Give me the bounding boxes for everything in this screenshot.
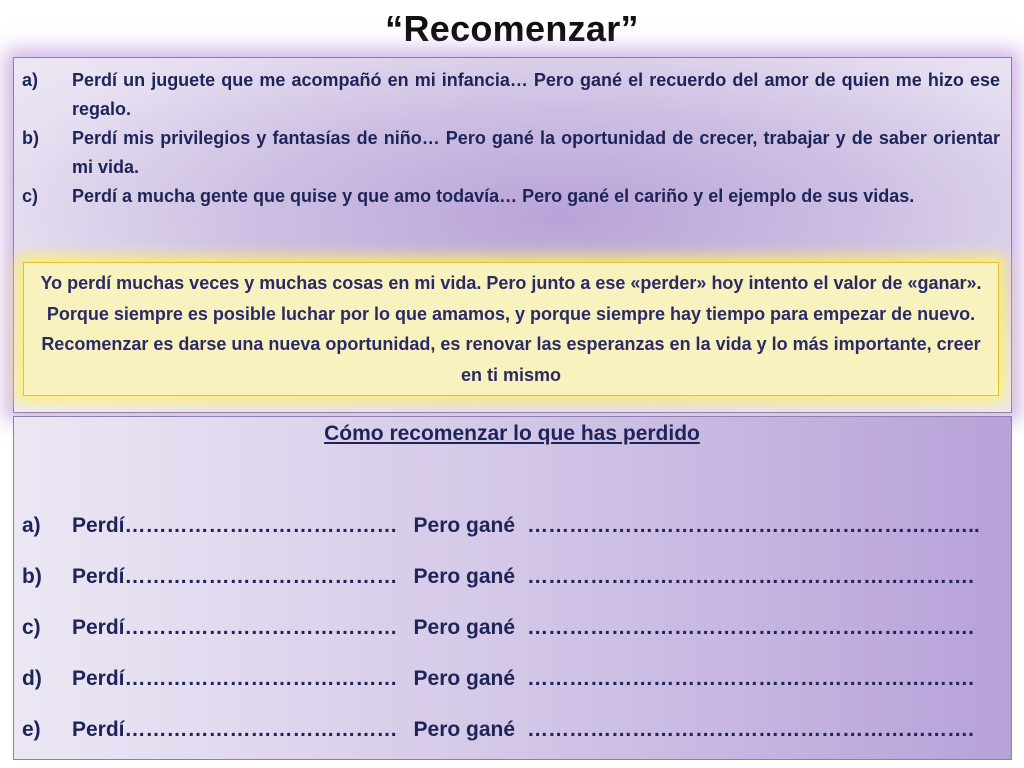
lost-blank: Perdí………………………………… <box>72 514 398 537</box>
list-item <box>22 66 1000 124</box>
list-marker: c) <box>22 186 39 206</box>
exercise-item <box>22 704 1007 755</box>
exercise-item <box>22 653 1007 704</box>
list-marker: a) <box>22 514 41 537</box>
won-blank: ………………………………………………………. <box>527 565 974 588</box>
list-item <box>22 124 1000 182</box>
won-label: Pero gané <box>413 616 516 639</box>
list-marker: d) <box>22 667 42 690</box>
highlight-box <box>23 262 999 396</box>
won-label: Pero gané <box>413 565 516 588</box>
exercise-item <box>22 551 1007 602</box>
exercise-item <box>22 500 1007 551</box>
slide-title: “Recomenzar” <box>385 8 639 49</box>
list-marker: a) <box>22 70 39 90</box>
list-marker: e) <box>22 718 41 741</box>
lost-blank: Perdí………………………………… <box>72 616 398 639</box>
lost-blank: Perdí………………………………… <box>72 718 398 741</box>
list-marker: c) <box>22 616 41 639</box>
won-label: Pero gané <box>413 718 516 741</box>
list-item-text: Perdí mis privilegios y fantasías de niño… Pero gané la oportunidad de crecer, trabajar y de saber orientar mi vida. <box>72 128 1000 177</box>
won-blank: ………………………………………………………. <box>527 667 974 690</box>
list-item-text: Perdí a mucha gente que quise y que amo todavía… Pero gané el cariño y el ejemplo de sus vidas. <box>72 186 915 206</box>
exercise-list <box>22 500 1007 755</box>
won-blank: ……………………………………………………….. <box>527 514 980 537</box>
loss-gain-list <box>22 66 1000 211</box>
lost-blank: Perdí………………………………… <box>72 565 398 588</box>
won-label: Pero gané <box>413 667 516 690</box>
list-marker: b) <box>22 565 42 588</box>
won-blank: ………………………………………………………. <box>527 616 974 639</box>
lost-blank: Perdí………………………………… <box>72 667 398 690</box>
list-marker: b) <box>22 128 39 148</box>
highlight-text: Yo perdí muchas veces y muchas cosas en mi vida. Pero junto a ese «perder» hoy intento el valor de «ganar». Porque siempre es posible luchar por lo que amamos, y porque siempre hay tiempo para empezar de nuevo. Recomenzar es darse una nueva oportunidad, es renovar las esperanzas en la vida y lo más importante, creer en ti mismo <box>40 273 982 385</box>
won-blank: ………………………………………………………. <box>527 718 974 741</box>
list-item-text: Perdí un juguete que me acompañó en mi infancia… Pero gané el recuerdo del amor de quien me hizo ese regalo. <box>72 70 1000 119</box>
section-subtitle: Cómo recomenzar lo que has perdido <box>324 422 700 445</box>
won-label: Pero gané <box>413 514 516 537</box>
exercise-item <box>22 602 1007 653</box>
list-item <box>22 182 1000 211</box>
